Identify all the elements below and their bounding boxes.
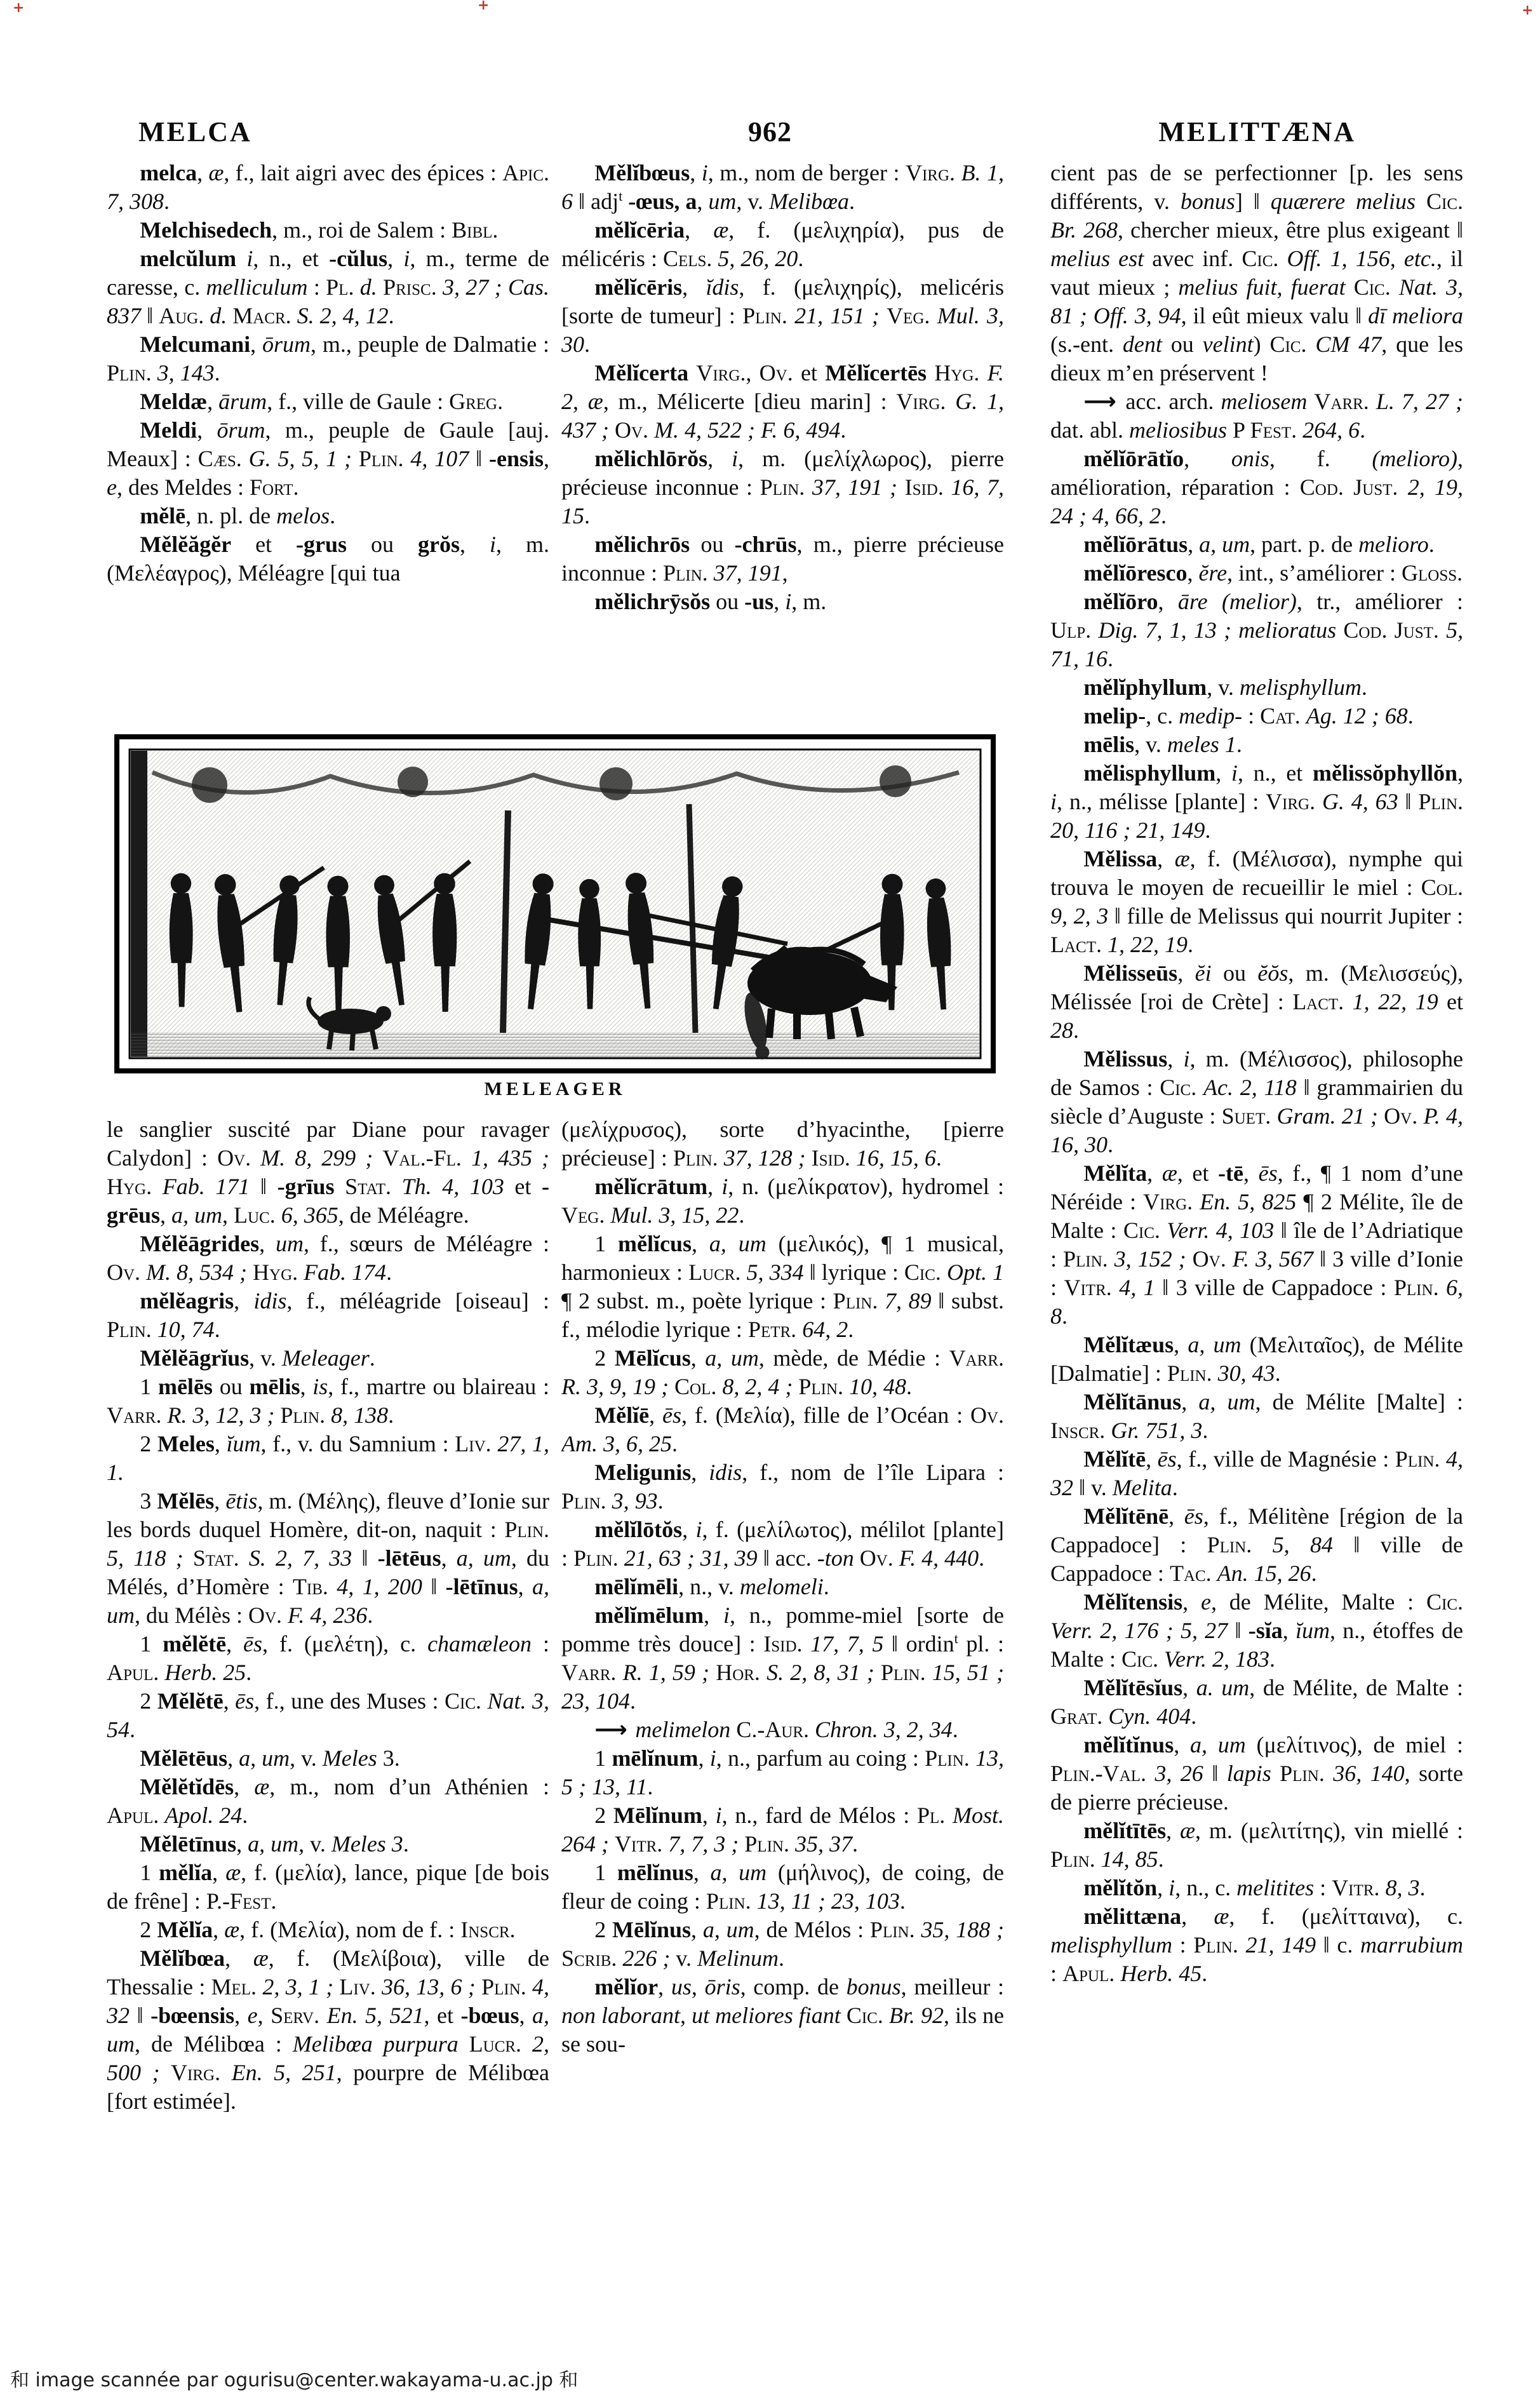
dictionary-entry: mělĭtŏn, i, n., c. melitites : Vitr. 8, 3. [1083, 1875, 1426, 1900]
dictionary-entry: mělichrȳsŏs ou -us, i, m. [594, 589, 827, 614]
dictionary-entry: 1 mělĭa, æ, f. (μελία), lance, pique [de bois de frêne] : P.-Fest. [107, 1860, 549, 1914]
dictionary-entry: 2 Mēlĭcus, a, um, mède, de Médie : Varr. R. 3, 9, 19 ; Col. 8, 2, 4 ; Plin. 10, 48. [561, 1345, 1004, 1399]
dictionary-entry: Meldæ, ārum, f., ville de Gaule : Greg. [140, 389, 504, 414]
dictionary-entry: Mělĭē, ēs, f. (Μελία), fille de l’Océan : Ov. Am. 3, 6, 25. [561, 1402, 1004, 1456]
dictionary-entry: (μελίχρυσος), sorte d’hyacinthe, [pierre précieuse] : Plin. 37, 128 ; Isid. 16, 15, 6. [561, 1117, 1004, 1171]
dictionary-entry: Mělĭtæus, a, um (Μελιταῖος), de Mélite [Dalmatie] : Plin. 30, 43. [1050, 1332, 1463, 1386]
dictionary-entry: Mělĭta, æ, et -tē, ēs, f., ¶ 1 nom d’une Néréide : Virg. En. 5, 825 ¶ 2 Mélite, île de Malte : Cic. Verr. 4, 103 ‖ île de l’Adriatique : Plin. 3, 152 ; Ov. F. 3, 567 ‖ 3 ville d’Ionie : Vitr. 4, 1 ‖ 3 ville de Cappadoce : Plin. 6, 8. [1050, 1160, 1463, 1329]
dictionary-entry: melca, æ, f., lait aigri avec des épices : Apic. 7, 308. [107, 160, 549, 214]
dictionary-entry: Mělissa, æ, f. (Μέλισσα), nymphe qui trouva le moyen de recueillir le miel : Col. 9, 2, 3 ‖ fille de Melissus qui nourrit Jupiter : Lact. 1, 22, 19. [1050, 846, 1463, 957]
dictionary-entry: mělittæna, æ, f. (μελίτταινα), c. melisphyllum : Plin. 21, 149 ‖ c. marrubium : Apul. Herb. 45. [1050, 1904, 1463, 1986]
dictionary-entry: 1 mělĭcus, a, um (μελικός), ¶ 1 musical, harmonieux : Lucr. 5, 334 ‖ lyrique : Cic. Opt. 1 ¶ 2 subst. m., poète lyrique : Plin. 7, 89 ‖ subst. f., mélodie lyrique : Petr. 64, 2. [561, 1231, 1004, 1342]
dictionary-entry: mělĕagris, idis, f., méléagride [oiseau] : Plin. 10, 74. [107, 1288, 549, 1342]
dictionary-entry: melcŭlum i, n., et -cŭlus, i, m., terme de caresse, c. melliculum : Pl. d. Prisc. 3, 27 ; Cas. 837 ‖ Aug. d. Macr. S. 2, 4, 12. [107, 246, 549, 328]
running-head-left: MELCA [138, 116, 252, 147]
running-head-right: MELITTÆNA [1158, 116, 1356, 147]
dictionary-entry: mělĭlōtŏs, i, f. (μελίλωτος), mélilot [plante] : Plin. 21, 63 ; 31, 39 ‖ acc. -ton Ov. F. 4, 440. [561, 1517, 1004, 1571]
dictionary-entry: mělĭōro, āre (melior), tr., améliorer : Ulp. Dig. 7, 1, 13 ; melioratus Cod. Just. 5, 71, 16. [1050, 589, 1463, 671]
dictionary-entry: mělĭcēris, ĭdis, f. (μελιχηρίς), melicéris [sorte de tumeur] : Plin. 21, 151 ; Veg. Mul. 3, 30. [561, 274, 1004, 357]
dictionary-entry: mělĭcrātum, i, n. (μελίκρατον), hydromel : Veg. Mul. 3, 15, 22. [561, 1174, 1004, 1228]
figure-caption: MELEAGER [484, 1079, 626, 1099]
dictionary-entry: Mělĭbœa, æ, f. (Μελίβοια), ville de Thessalie : Mel. 2, 3, 1 ; Liv. 36, 13, 6 ; Plin. 4, 32 ‖ -bœensis, e, Serv. En. 5, 521, et -bœus, a, um, de Mélibœa : Melibœa purpura Lucr. 2, 500 ; Virg. En. 5, 251, pourpre de Mélibœa [fort estimée]. [107, 1946, 549, 2114]
dictionary-entry: Melchisedech, m., roi de Salem : Bibl. [140, 217, 499, 243]
dictionary-entry: mělichlōrŏs, i, m. (μελίχλωρος), pierre précieuse inconnue : Plin. 37, 191 ; Isid. 16, 7, 15. [561, 446, 1004, 528]
dictionary-entry: mělĭtĭnus, a, um (μελίτινος), de miel : Plin.-Val. 3, 26 ‖ lapis Plin. 36, 140, sorte de pierre précieuse. [1050, 1732, 1463, 1815]
dictionary-entry: Meligunis, idis, f., nom de l’île Lipara : Plin. 3, 93. [561, 1460, 1004, 1514]
dictionary-entry: mělĭcēria, æ, f. (μελιχηρία), pus de mélicéris : Cels. 5, 26, 20. [561, 217, 1004, 271]
dictionary-entry: Mělĭbœus, i, m., nom de berger : Virg. B. 1, 6 ‖ adj$^t$ -œus, a, um, v. Melibœa. [561, 160, 1004, 214]
dictionary-entry: 2 Mēlĭnum, i, n., fard de Mélos : Pl. Most. 264 ; Vitr. 7, 7, 3 ; Plin. 35, 37. [561, 1803, 1004, 1857]
dictionary-entry: Mělĕāgrides, um, f., sœurs de Méléagre : Ov. M. 8, 534 ; Hyg. Fab. 174. [107, 1231, 549, 1285]
dictionary-entry: Mělĕăgĕr et -grus ou grŏs, i, m. (Μελέαγρος), Méléagre [qui tua [107, 532, 549, 586]
dictionary-entry: mělĭor, us, ōris, comp. de bonus, meilleur : non laborant, ut meliores fiant Cic. Br. 92, ils ne se sou- [561, 1974, 1004, 2057]
page-number: 962 [748, 116, 792, 147]
scanner-watermark: 和 image scannée par ogurisu@center.wakayama-u.ac.jp 和 [10, 2369, 579, 2391]
dictionary-entry: mělĭtītēs, æ, m. (μελιτίτης), vin miellé : Plin. 14, 85. [1050, 1818, 1463, 1872]
dictionary-entry: mělĭmēlum, i, n., pomme-miel [sorte de pomme très douce] : Isid. 17, 7, 5 ‖ ordin$^t$ pl. : Varr. R. 1, 59 ; Hor. S. 2, 8, 31 ; Plin. 15, 51 ; 23, 104. [561, 1603, 1004, 1714]
column-2-bottom [561, 1115, 1004, 2351]
dictionary-entry: mělĭōresco, ĕre, int., s’améliorer : Gloss. [1083, 560, 1463, 586]
dictionary-entry: mělĭphyllum, v. melisphyllum. [1083, 675, 1367, 700]
dictionary-entry: 2 Mělĕtē, ēs, f., une des Muses : Cic. Nat. 3, 54. [107, 1688, 549, 1742]
dictionary-entry: Mělētēus, a, um, v. Meles 3. [140, 1745, 400, 1771]
dictionary-entry: Mělĭtānus, a, um, de Mélite [Malte] : Inscr. Gr. 751, 3. [1050, 1389, 1463, 1443]
dictionary-entry: mělichrōs ou -chrūs, m., pierre précieuse inconnue : Plin. 37, 191, [561, 532, 1004, 586]
dictionary-entry: Mělĭtēnē, ēs, f., Mélitène [région de la Cappadoce] : Plin. 5, 84 ‖ ville de Cappadoce : Tac. An. 15, 26. [1050, 1503, 1463, 1586]
dictionary-entry: le sanglier suscité par Diane pour ravager Calydon] : Ov. M. 8, 299 ; Val.-Fl. 1, 435 ; Hyg. Fab. 171 ‖ -grīus Stat. Th. 4, 103 et -grēus, a, um, Luc. 6, 365, de Méléagre. [107, 1117, 549, 1228]
dictionary-entry: 2 Mēlĭnus, a, um, de Mélos : Plin. 35, 188 ; Scrib. 226 ; v. Melinum. [561, 1917, 1004, 1971]
dictionary-entry: Meldi, ōrum, m., peuple de Gaule [auj. Meaux] : Cæs. G. 5, 5, 1 ; Plin. 4, 107 ‖ -ensis, e, des Meldes : Fort. [107, 417, 549, 500]
dictionary-entry: Mělĭtē, ēs, f., ville de Magnésie : Plin. 4, 32 ‖ v. Melita. [1050, 1446, 1463, 1500]
dictionary-entry: mělisphyllum, i, n., et mělissŏphyllŏn, i, n., mélisse [plante] : Virg. G. 4, 63 ‖ Plin. 20, 116 ; 21, 149. [1050, 760, 1463, 843]
dictionary-entry: Mělĭtensis, e, de Mélite, Malte : Cic. Verr. 2, 176 ; 5, 27 ‖ -sĭa, ĭum, n., étoffes de Malte : Cic. Verr. 2, 183. [1050, 1589, 1463, 1672]
dictionary-entry: Mělisseūs, ĕi ou ĕŏs, m. (Μελισσεύς), Mélissée [roi de Crète] : Lact. 1, 22, 19 et 28. [1050, 960, 1463, 1043]
dictionary-entry: ⟶ acc. arch. meliosem Varr. L. 7, 27 ; dat. abl. meliosibus P Fest. 264, 6. [1050, 389, 1463, 443]
meleager-engraving-image [114, 734, 996, 1073]
dictionary-entry: ⟶ melimelon C.-Aur. Chron. 3, 2, 34. [594, 1717, 958, 1743]
dictionary-entry: Mělĕtĭdēs, æ, m., nom d’un Athénien : Apul. Apol. 24. [107, 1774, 549, 1828]
scan-registration-mark: + [1522, 3, 1534, 18]
dictionary-entry: Melcumani, ōrum, m., peuple de Dalmatie : Plin. 3, 143. [107, 332, 549, 386]
column-1-top [107, 159, 549, 734]
dictionary-entry: mělĭōrātĭo, onis, f. (melioro), amélioration, réparation : Cod. Just. 2, 19, 24 ; 4, 66, 2. [1050, 446, 1463, 528]
dictionary-entry: 2 Meles, ĭum, f., v. du Samnium : Liv. 27, 1, 1. [107, 1431, 549, 1485]
meleager-engraving [114, 734, 996, 1073]
dictionary-entry: 2 Mělĭa, æ, f. (Μελία), nom de f. : Inscr. [140, 1917, 516, 1942]
column-3 [1050, 159, 1463, 2355]
scan-registration-mark: + [478, 0, 490, 13]
dictionary-entry: 1 mēlĭnus, a, um (μήλινος), de coing, de fleur de coing : Plin. 13, 11 ; 23, 103. [561, 1860, 1004, 1914]
dictionary-entry: mělē, n. pl. de melos. [140, 503, 336, 528]
dictionary-entry: Mělĭcerta Virg., Ov. et Mělĭcertēs Hyg. F. 2, æ, m., Mélicerte [dieu marin] : Virg. G. 1, 437 ; Ov. M. 4, 522 ; F. 6, 494. [561, 360, 1004, 443]
dictionary-entry: 1 mělĕtē, ēs, f. (μελέτη), c. chamæleon : Apul. Herb. 25. [107, 1631, 549, 1685]
scan-registration-mark: + [13, 0, 25, 16]
dictionary-entry: mēlis, v. meles 1. [1083, 732, 1242, 757]
column-2-top [561, 159, 1004, 734]
dictionary-entry: Mělētīnus, a, um, v. Meles 3. [140, 1831, 409, 1857]
dictionary-entry: Mělissus, i, m. (Μέλισσος), philosophe de Samos : Cic. Ac. 2, 118 ‖ grammairien du siècle d’Auguste : Suet. Gram. 21 ; Ov. P. 4, 16, 30. [1050, 1046, 1463, 1157]
dictionary-entry: mēlĭmēli, n., v. melomeli. [594, 1574, 829, 1599]
dictionary-entry: 1 mēlĭnum, i, n., parfum au coing : Plin. 13, 5 ; 13, 11. [561, 1745, 1004, 1799]
dictionary-entry: 3 Mělēs, ētis, m. (Μέλης), fleuve d’Ionie sur les bords duquel Homère, dit-on, naquit : Plin. 5, 118 ; Stat. S. 2, 7, 33 ‖ -lētēus, a, um, du Mélés, d’Homère : Tib. 4, 1, 200 ‖ -lētīnus, a, um, du Mélès : Ov. F. 4, 236. [107, 1488, 549, 1628]
column-1-bottom [107, 1115, 549, 2351]
dictionary-entry: 1 mēlēs ou mēlis, is, f., martre ou blaireau : Varr. R. 3, 12, 3 ; Plin. 8, 138. [107, 1374, 549, 1428]
dictionary-entry: Mělĭtēsĭus, a. um, de Mélite, de Malte : Grat. Cyn. 404. [1050, 1675, 1463, 1729]
dictionary-entry: Mělĕāgrĭus, v. Meleager. [140, 1345, 375, 1371]
dictionary-entry: mělĭōrātus, a, um, part. p. de melioro. [1083, 532, 1435, 557]
dictionary-entry: melip-, c. medip- : Cat. Ag. 12 ; 68. [1083, 703, 1414, 729]
dictionary-entry: cient pas de se perfectionner [p. les sens différents, v. bonus] ‖ quærere melius Cic. Br. 268, chercher mieux, être plus exigeant ‖ melius est avec inf. Cic. Off. 1, 156, etc., il vaut mieux ; melius fuit, fuerat Cic. Nat. 3, 81 ; Off. 3, 94, il eût mieux valu ‖ dī meliora (s.-ent. dent ou velint) Cic. CM 47, que les dieux m’en préservent ! [1050, 160, 1463, 386]
